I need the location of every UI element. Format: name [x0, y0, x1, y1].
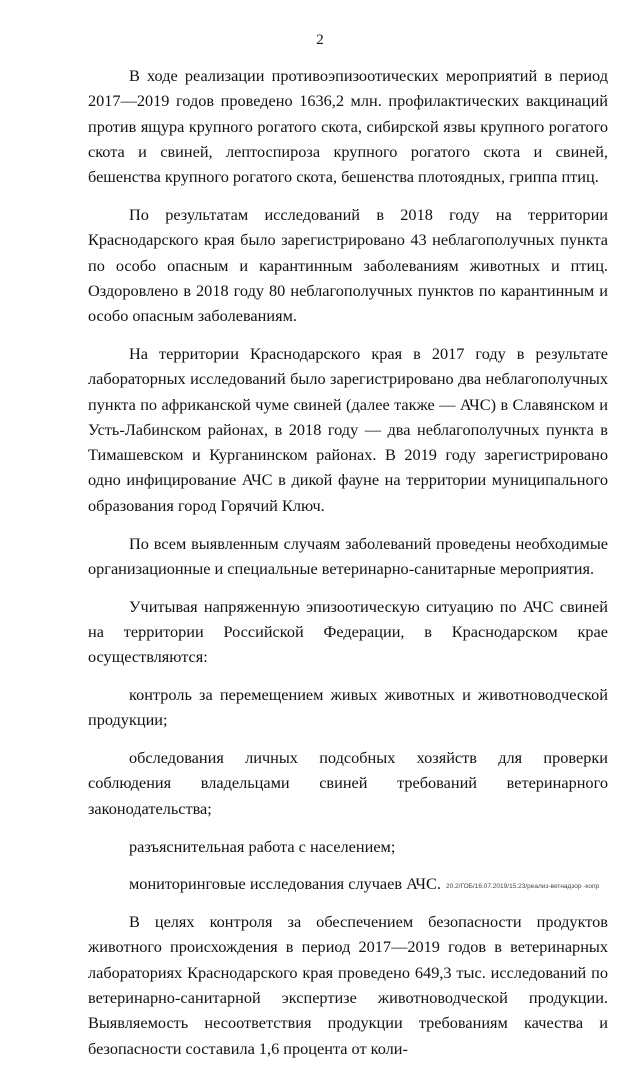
document-body: [88, 63, 608, 1073]
paragraph-food-safety: В целях контроля за обеспечением безопасности продуктов животного происхождения в период 2017—2019 годов в ветеринарных лабораториях Краснодарского края проведено 649,3 тыс. исследований по ветеринарно-санитарной экспертизе животноводческой продукции. Выявляемость несоответствия продукции требованиям качества и безопасности составила 1,6 процента от коли-: [88, 912, 608, 1058]
paragraph-vaccinations: В ходе реализации противоэпизоотических мероприятий в период 2017—2019 годов проведено 1636,2 млн. профилактических вакцинаций против ящура крупного рогатого скота, сибирской язвы крупного рогатого скота и свиней, лептоспироза крупного рогатого скота и свиней, бешенства крупного рогатого скота, бешенства плотоядных, гриппа птиц.: [88, 66, 608, 187]
paragraph-measures: По всем выявленным случаям заболеваний проведены необходимые организационные и специальные ветеринарно-санитарные мероприятия.: [88, 533, 608, 578]
paragraph-asf-situation: Учитывая напряженную эпизоотическую ситуацию по АЧС свиней на территории Российской Федерации, в Краснодарском крае осуществляются:: [88, 596, 608, 667]
paragraph-asf-registration: На территории Краснодарского края в 2017 году в результате лабораторных исследований было зарегистрировано два неблагополучных пункта по африканской чуме свиней (далее также — АЧС) в Славянском и Усть-Лабинском районах, в 2018 году — два неблагополучных пункта в Тимашевском и Курганинском районах. В 2019 году зарегистрировано одно инфицирование АЧС в дикой фауне на территории муниципального образования город Горячий Ключ.: [88, 343, 608, 515]
list-item-public-outreach: разъяснительная работа с населением;: [129, 836, 396, 856]
list-item-monitoring: мониторинговые исследования случаев АЧС.: [129, 874, 441, 894]
list-item-movement-control: контроль за перемещением живых животных и животноводческой продукции;: [88, 685, 608, 730]
paragraph-research-results: По результатам исследований в 2018 году на территории Краснодарского края было зарегистрировано 43 неблагополучных пункта по особо опасным и карантинным заболеваниям животных и птиц. Оздоровлено в 2018 году 80 неблагополучных пунктов по карантинным и особо опасным заболеваниям.: [88, 204, 608, 326]
document-footer-code: 20.2/ГОБ/16.07.2019/15.23/реализ-ветнадзор -копр: [446, 883, 600, 890]
page-number: 2: [316, 32, 324, 48]
list-item-household-inspections: обследования личных подсобных хозяйств для проверки соблюдения владельцами свиней требований ветеринарного законодательства;: [88, 748, 608, 818]
